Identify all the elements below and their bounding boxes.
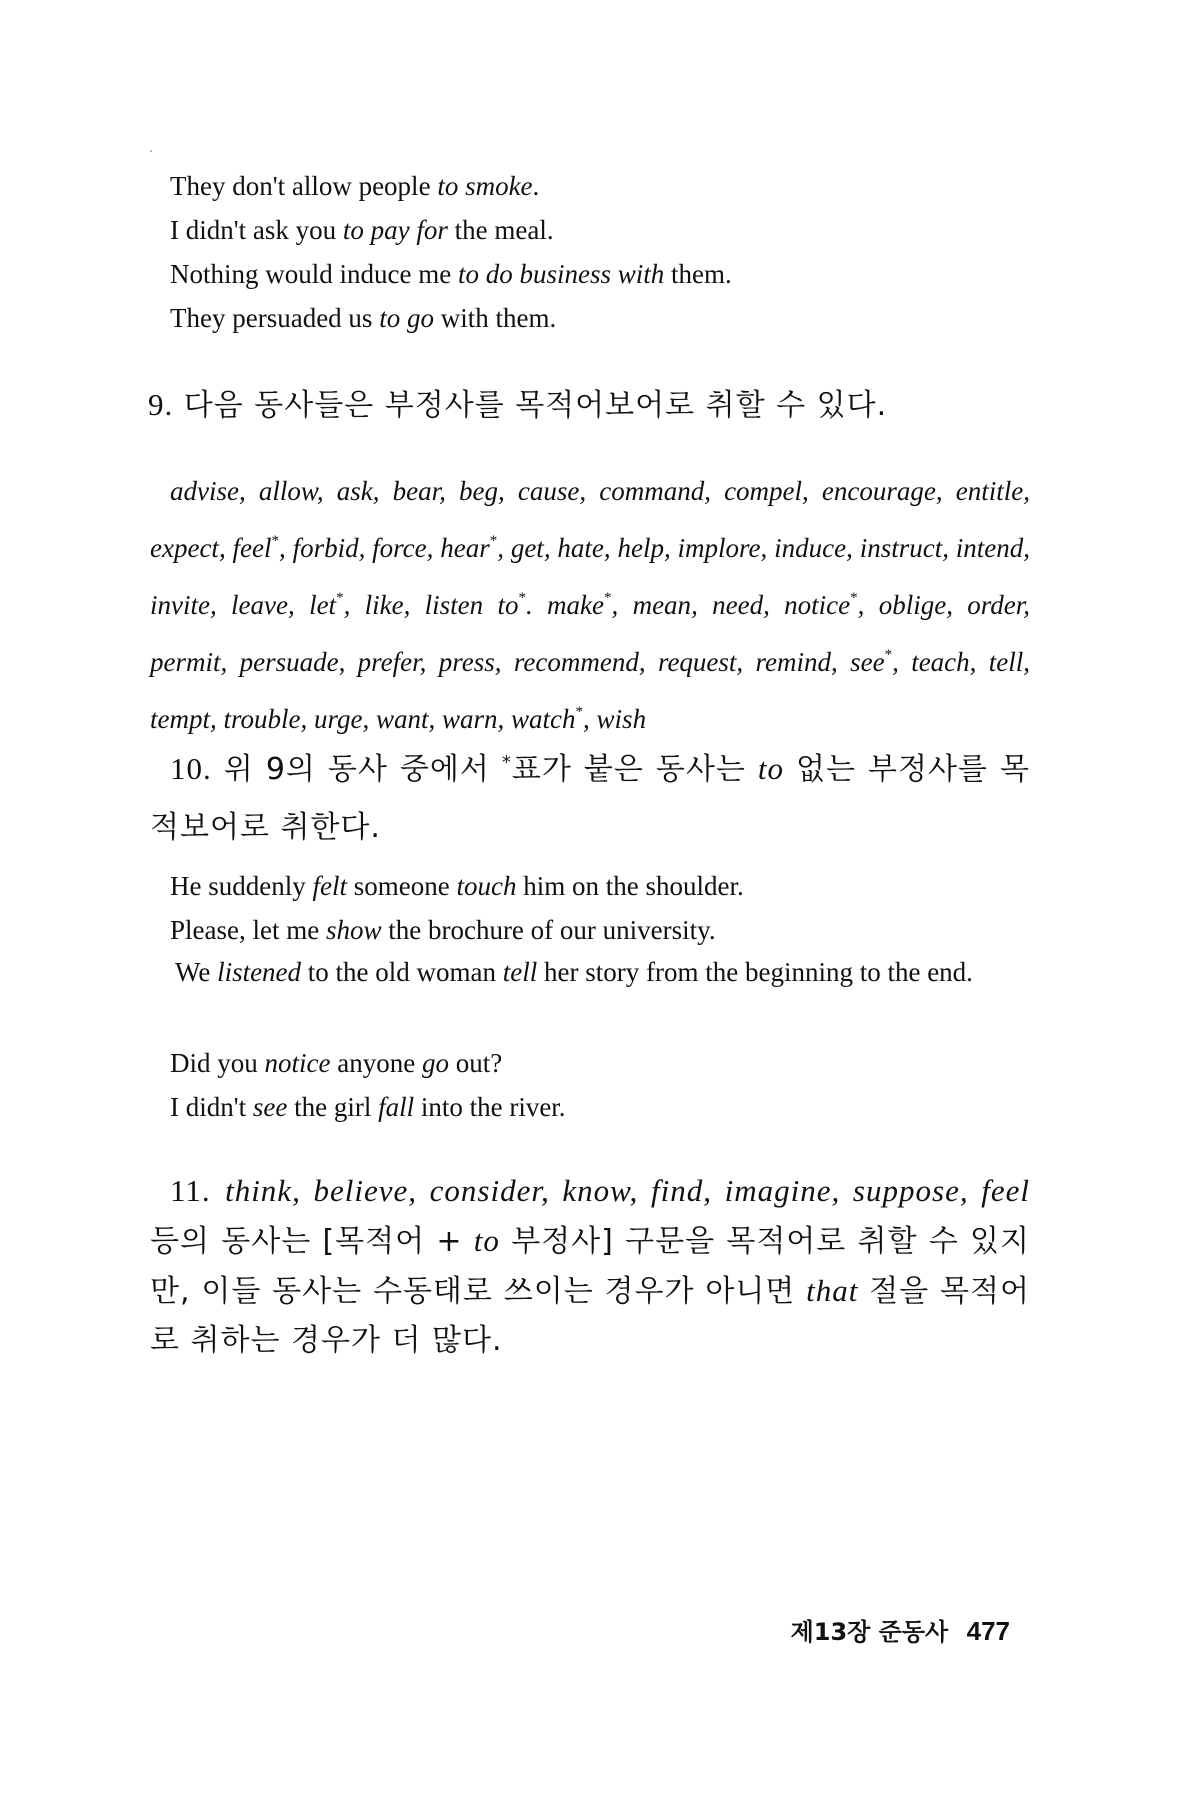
example-sentence <box>170 1045 502 1081</box>
verb-item: help <box>617 533 664 563</box>
text-run: the meal. <box>447 215 554 245</box>
section-9-heading <box>148 376 1008 435</box>
verb-item: tell <box>988 647 1024 677</box>
asterisk-mark: * <box>850 590 858 606</box>
verb-item: request <box>657 647 737 677</box>
verb-item: warn <box>442 704 498 734</box>
verb-item: cause <box>517 476 580 506</box>
verb-item: force <box>372 533 427 563</box>
asterisk-mark: * <box>271 533 279 549</box>
text-run: anyone <box>330 1048 422 1078</box>
example-sentence <box>170 300 556 336</box>
verb-item: ask <box>336 476 373 506</box>
asterisk-mark: * <box>336 590 344 606</box>
italic-run: to do business with <box>457 259 665 289</box>
italic-run: show <box>325 915 382 945</box>
verb-item: hate <box>557 533 604 563</box>
verb-item: remind <box>755 647 832 677</box>
verb-item: induce <box>774 533 847 563</box>
verb-item: command <box>599 476 705 506</box>
text-run: into the river. <box>414 1092 566 1122</box>
section-number: 10. <box>170 751 212 786</box>
verb-item: invite <box>150 590 210 620</box>
italic-run: to smoke <box>437 171 533 201</box>
italic-run: notice <box>264 1048 331 1078</box>
verb-item: implore <box>677 533 761 563</box>
example-sentence <box>170 168 539 204</box>
example-sentence <box>170 256 732 292</box>
verb-item: hear <box>440 533 490 563</box>
verb-item: expect <box>150 533 219 563</box>
section-number: 11. <box>170 1173 211 1208</box>
text-run <box>211 1174 225 1209</box>
asterisk-mark: * <box>884 647 893 663</box>
section-text-part: 없는 부정사를 목적보어로 취한다. <box>150 752 1030 845</box>
italic-run: think, believe, consider, know, find, imagine, suppose, feel <box>225 1173 1030 1208</box>
text-run: 등의 동사는 [목적어 + <box>150 1224 474 1259</box>
verb-item: mean <box>632 590 692 620</box>
verb-item: feel <box>232 533 272 563</box>
asterisk-mark: * <box>501 752 512 773</box>
asterisk-mark: * <box>518 590 526 606</box>
text-run: him on the shoulder. <box>516 871 744 901</box>
text-run: the brochure of our university. <box>381 915 716 945</box>
verb-item: permit <box>150 647 221 677</box>
asterisk-mark: * <box>489 533 498 549</box>
text-run: her story from the beginning to the end. <box>537 957 973 987</box>
italic-run: felt <box>312 871 347 901</box>
example-sentence <box>170 868 744 904</box>
example-sentence <box>170 912 716 948</box>
asterisk-mark: * <box>575 704 584 720</box>
verb-item: beg <box>459 476 498 506</box>
text-run: He suddenly <box>170 871 313 901</box>
verb-item: get <box>510 533 544 563</box>
verb-item: intend <box>955 533 1024 563</box>
verb-item: instruct <box>859 533 943 563</box>
italic-run: touch <box>456 871 517 901</box>
page-footer <box>791 1612 1010 1647</box>
section-text-part: 표가 붙은 동사는 <box>511 752 758 787</box>
verb-item: see <box>850 647 885 677</box>
text-run: someone <box>346 871 457 901</box>
verb-item: notice <box>784 590 851 620</box>
verb-item: urge <box>314 704 363 734</box>
italic-run: tell <box>502 957 538 987</box>
asterisk-mark: * <box>604 590 612 606</box>
verb-item: press <box>438 647 495 677</box>
verb-item: entitle <box>955 476 1024 506</box>
verb-item: tempt <box>150 704 210 734</box>
example-sentence <box>170 212 554 248</box>
verb-item: encourage <box>821 476 936 506</box>
verb-item: watch <box>511 704 576 734</box>
text-run: I didn't ask you <box>170 215 343 245</box>
section-text-part: 위 9의 동사 중에서 <box>223 752 502 787</box>
page-number: 477 <box>966 1616 1010 1646</box>
text-run: We <box>175 957 218 987</box>
verb-item: advise <box>170 476 239 506</box>
text-run: 부정사] 구문을 목적어로 취할 수 있지만, 이들 동사는 수동태로 쓰이는 경우가 아니면 <box>150 1224 1030 1309</box>
verb-item: allow <box>258 476 317 506</box>
verb-item: order <box>967 590 1024 620</box>
section-10-heading <box>150 734 1030 857</box>
text-run: with them. <box>433 303 557 333</box>
verb-item: bear <box>392 476 440 506</box>
verb-item: listen to <box>424 590 519 620</box>
text-run: them. <box>664 259 732 289</box>
verb-item: make <box>547 590 605 620</box>
verb-item: teach <box>911 647 970 677</box>
verb-item: forbid <box>292 533 359 563</box>
italic-run: see <box>252 1092 288 1122</box>
text-run: 절을 목적어로 취하는 경우가 더 많다. <box>150 1274 1030 1358</box>
example-sentence <box>170 1089 566 1125</box>
verb-item: like <box>364 590 404 620</box>
text-run: I didn't <box>170 1092 253 1122</box>
text-run: Nothing would induce me <box>170 259 458 289</box>
example-sentence-wrapped <box>150 950 1030 995</box>
verb-item: leave <box>231 590 288 620</box>
verb-item: trouble <box>223 704 301 734</box>
chapter-title: 제13장 준동사 <box>790 1618 949 1646</box>
text-run: They persuaded us <box>170 303 380 333</box>
italic-run: that <box>806 1273 859 1308</box>
text-run: . <box>532 171 540 201</box>
verb-item: wish <box>596 704 647 734</box>
verb-item: persuade <box>239 647 339 677</box>
verb-item: need <box>712 590 764 620</box>
text-run: out? <box>448 1048 503 1078</box>
text-run: the girl <box>287 1092 379 1122</box>
italic-run: listened <box>217 957 302 987</box>
italic-run: to pay for <box>342 215 448 245</box>
verb-item: oblige <box>878 590 947 620</box>
section-text: 다음 동사들은 부정사를 목적어보어로 취할 수 있다. <box>183 388 888 423</box>
section-number: 9. <box>148 387 174 422</box>
text-run: to the old woman <box>301 957 503 987</box>
verb-item: let <box>309 590 337 620</box>
italic-run: to <box>473 1223 500 1258</box>
italic-run: go <box>421 1048 449 1078</box>
text-run: They don't allow people <box>170 171 438 201</box>
text-run: Did you <box>170 1048 265 1078</box>
verb-list: advise, allow, ask, bear, beg, cause, command, compel, encourage, entitle, expect, feel*, forbid, force, hear*, get, hate, help, implore, induce, instruct, intend, invite, leave, let*, like, listen to*. make*, mean, need, notice*, oblige, order, permit, persuade, prefer, press, recommend, request, remind, see*, teach, tell, tempt, trouble, urge, want, warn, watch*, wish <box>150 476 1031 734</box>
verb-item: prefer <box>357 647 420 677</box>
text-run: Please, let me <box>170 915 326 945</box>
verb-item: compel <box>724 476 803 506</box>
verb-item: want <box>376 704 429 734</box>
section-text-italic: to <box>757 751 785 786</box>
italic-run: to go <box>379 303 434 333</box>
section-11-paragraph <box>150 1166 1030 1365</box>
scan-speck <box>150 150 152 152</box>
verb-item: recommend <box>513 647 639 677</box>
italic-run: fall <box>378 1092 415 1122</box>
